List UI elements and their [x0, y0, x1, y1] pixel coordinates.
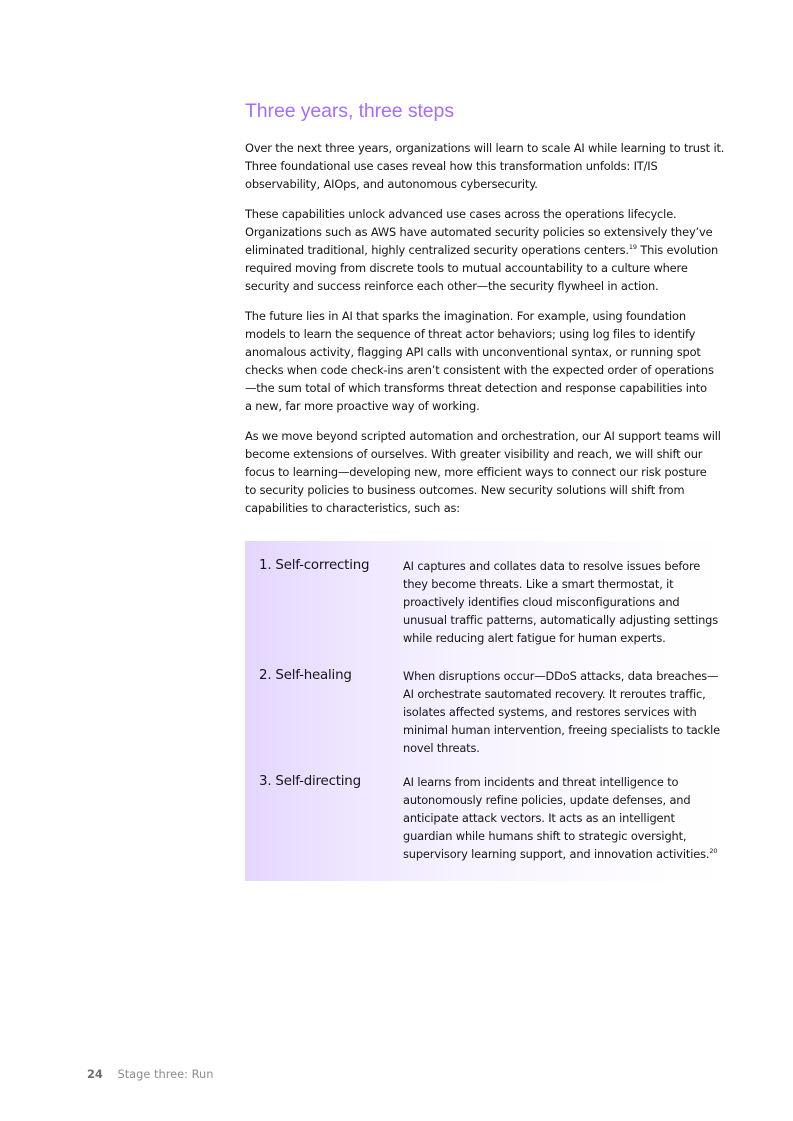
paragraph-line: —the sum total of which transforms threat detection and response capabilities into — [245, 381, 707, 395]
paragraph-line: required moving from discrete tools to mutual accountability to a culture where — [245, 261, 688, 275]
paragraph-line: models to learn the sequence of threat actor behaviors; using log files to identify — [245, 327, 696, 341]
description-line: they become threats. Like a smart thermostat, it — [403, 577, 674, 591]
footer-section-name: Stage three: Run — [117, 1067, 214, 1081]
paragraph-line: checks when code check-ins aren’t consistent with the expected order of operations — [245, 363, 714, 377]
description-text: supervisory learning support, and innovation activities. — [403, 847, 710, 861]
callout-item-description — [403, 667, 721, 757]
paragraph-line: Over the next three years, organizations will learn to scale AI while learning to trust it. — [245, 141, 725, 155]
paragraph-line: focus to learning—developing new, more efficient ways to connect our risk posture — [245, 465, 707, 479]
callout-item-description — [403, 773, 721, 863]
paragraph-4 — [245, 427, 721, 517]
paragraph-line-with-footnote — [245, 241, 719, 259]
paragraph-line: These capabilities unlock advanced use cases across the operations lifecycle. — [245, 207, 677, 221]
description-line: minimal human intervention, freeing specialists to tackle — [403, 723, 720, 737]
paragraph-line: observability, AIOps, and autonomous cybersecurity. — [245, 177, 538, 191]
paragraph-line: As we move beyond scripted automation and orchestration, our AI support teams will — [245, 429, 721, 443]
description-line: isolates affected systems, and restores services with — [403, 705, 697, 719]
callout-item-label: 3. Self-directing — [259, 774, 361, 789]
description-line: proactively identifies cloud misconfigurations and — [403, 595, 680, 609]
paragraph-line: a new, far more proactive way of working. — [245, 399, 480, 413]
description-line: autonomously refine policies, update defenses, and — [403, 793, 691, 807]
paragraph-line: become extensions of ourselves. With greater visibility and reach, we will shift our — [245, 447, 703, 461]
description-line: novel threats. — [403, 741, 480, 755]
paragraph-1 — [245, 139, 725, 193]
description-line: guardian while humans shift to strategic oversight, — [403, 829, 687, 843]
paragraph-line: to security policies to business outcomes. New security solutions will shift from — [245, 483, 685, 497]
section-title: Three years, three steps — [245, 100, 454, 122]
callout-item-label: 1. Self-correcting — [259, 558, 370, 573]
paragraph-2 — [245, 205, 719, 295]
paragraph-line: capabilities to characteristics, such as: — [245, 501, 460, 515]
paragraph-line: The future lies in AI that sparks the imagination. For example, using foundation — [245, 309, 686, 323]
paragraph-text: eliminated traditional, highly centralized security operations centers. — [245, 243, 629, 257]
description-line: When disruptions occur—DDoS attacks, data breaches— — [403, 669, 719, 683]
description-line: AI learns from incidents and threat intelligence to — [403, 775, 679, 789]
paragraph-3 — [245, 307, 715, 415]
page-footer — [87, 1066, 213, 1082]
description-line-with-footnote — [403, 845, 721, 863]
main-content — [245, 98, 725, 529]
description-line: AI captures and collates data to resolve issues before — [403, 559, 701, 573]
paragraph-line: anomalous activity, flagging API calls with unconventional syntax, or running spot — [245, 345, 701, 359]
footnote-ref[interactable]: 20 — [709, 847, 718, 856]
paragraph-text: This evolution — [636, 243, 719, 257]
characteristics-callout — [245, 541, 720, 881]
callout-item-label: 2. Self-healing — [259, 668, 352, 683]
description-line: anticipate attack vectors. It acts as an intelligent — [403, 811, 675, 825]
footnote-ref[interactable]: 19 — [628, 243, 637, 252]
paragraph-line: Organizations such as AWS have automated security policies so extensively they’ve — [245, 225, 713, 239]
description-line: AI orchestrate sautomated recovery. It reroutes traffic, — [403, 687, 706, 701]
description-line: while reducing alert fatigue for human experts. — [403, 631, 666, 645]
page-number: 24 — [87, 1067, 103, 1081]
description-line: unusual traffic patterns, automatically adjusting settings — [403, 613, 719, 627]
callout-item-description — [403, 557, 721, 647]
paragraph-line: security and success reinforce each other—the security flywheel in action. — [245, 279, 659, 293]
paragraph-line: Three foundational use cases reveal how this transformation unfolds: IT/IS — [245, 159, 658, 173]
